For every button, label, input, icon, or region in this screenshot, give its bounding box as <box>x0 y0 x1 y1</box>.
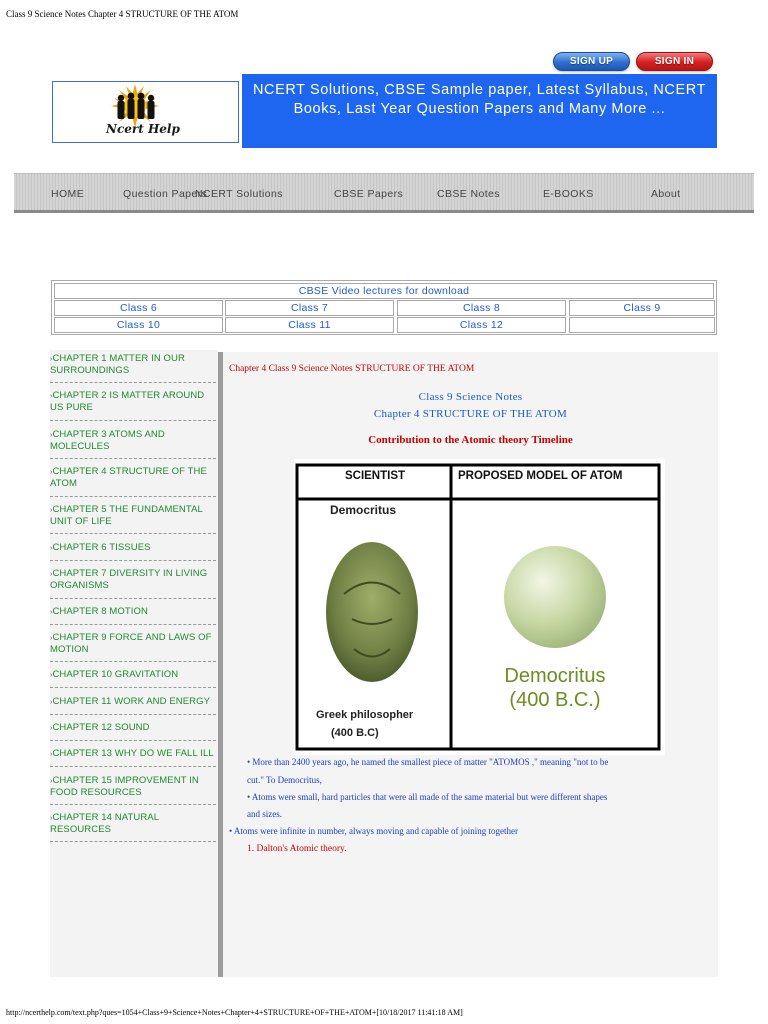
sidebar-separator <box>50 740 216 741</box>
nav-question-papers[interactable]: Question Papers <box>123 188 208 200</box>
sidebar-item-label: CHAPTER 9 FORCE AND LAWS OF MOTION <box>50 632 212 655</box>
print-page-url: http://ncerthelp.com/text.php?ques=1054+Class+9+Science+Notes+Chapter+4+STRUCTURE+OF+THE+ATOM+[10/18/2017 11:41:18 AM] <box>6 1008 463 1017</box>
bullet-democritus-2b: and sizes. <box>247 809 282 819</box>
bullet-democritus-1a: • More than 2400 years ago, he named the smallest piece of matter "ATOMOS ," meaning "not to be <box>247 757 609 767</box>
class-6-link[interactable]: Class 6 <box>54 300 223 316</box>
scientist-name: Democritus <box>330 503 397 517</box>
bullet-arrow-icon: › <box>50 815 53 822</box>
sidebar-separator <box>50 533 216 534</box>
scientist-caption-line-1: Greek philosopher <box>316 709 414 721</box>
bullet-arrow-icon: › <box>50 751 53 758</box>
content-chapter-title: Chapter 4 STRUCTURE OF THE ATOM <box>373 408 568 420</box>
logo-wordmark: Ncert Help <box>106 122 180 136</box>
nav-home[interactable]: HOME <box>51 188 85 200</box>
atomic-model-figure <box>294 459 665 755</box>
class-12-link[interactable]: Class 12 <box>397 317 566 333</box>
bullet-arrow-icon: › <box>50 672 53 679</box>
sidebar-separator <box>50 804 216 805</box>
bullet-arrow-icon: › <box>50 725 53 732</box>
sidebar-item-chapter-4[interactable] <box>50 466 216 489</box>
bullet-arrow-icon: › <box>50 545 53 552</box>
sidebar-item-chapter-13[interactable] <box>50 748 216 760</box>
video-lectures-table <box>51 280 717 335</box>
header-banner: NCERT Solutions, CBSE Sample paper, Latest Syllabus, NCERT Books, Last Year Question Papers and Many More ... <box>242 74 717 148</box>
sidebar-item-chapter-1[interactable] <box>50 353 216 376</box>
nav-about[interactable]: About <box>651 188 681 200</box>
sidebar-item-label: CHAPTER 10 GRAVITATION <box>52 669 179 680</box>
sidebar-item-chapter-8[interactable] <box>50 606 216 618</box>
class-11-link[interactable]: Class 11 <box>225 317 394 333</box>
sidebar-item-label: CHAPTER 1 MATTER IN OUR SURROUNDINGS <box>50 353 185 376</box>
nav-cbse-papers[interactable]: CBSE Papers <box>334 188 404 200</box>
atom-sphere-image <box>504 546 606 648</box>
bullet-arrow-icon: › <box>50 393 53 400</box>
sidebar-item-label: CHAPTER 2 IS MATTER AROUND US PURE <box>50 390 205 413</box>
class-8-link[interactable]: Class 8 <box>397 300 566 316</box>
content-heading: Chapter 4 Class 9 Science Notes STRUCTURE OF THE ATOM <box>229 364 475 374</box>
model-name: Democritus <box>504 665 606 687</box>
sidebar-separator <box>50 661 216 662</box>
sidebar-separator <box>50 420 216 421</box>
sidebar-item-chapter-11[interactable] <box>50 696 216 708</box>
bullet-arrow-icon: › <box>50 507 53 514</box>
sidebar-item-label: CHAPTER 8 MOTION <box>52 606 148 617</box>
video-lectures-header[interactable]: CBSE Video lectures for download <box>54 283 714 299</box>
sidebar-separator <box>50 560 216 561</box>
sidebar-separator <box>50 382 216 383</box>
site-logo[interactable] <box>52 81 239 143</box>
sidebar-item-chapter-3[interactable] <box>50 429 216 452</box>
sidebar-item-label: CHAPTER 11 WORK AND ENERGY <box>52 696 211 707</box>
bullet-arrow-icon: › <box>50 469 53 476</box>
bullet-arrow-icon: › <box>50 432 53 439</box>
bullet-democritus-1b: cut." To Democritus, <box>247 775 322 785</box>
sidebar-item-chapter-2[interactable] <box>50 390 216 413</box>
scientist-column-header: SCIENTIST <box>344 470 406 482</box>
sidebar-item-chapter-15[interactable] <box>50 775 216 798</box>
sidebar-item-label: CHAPTER 4 STRUCTURE OF THE ATOM <box>50 466 207 489</box>
sidebar-item-label: CHAPTER 7 DIVERSITY IN LIVING ORGANISMS <box>50 568 208 591</box>
sidebar-separator <box>50 766 216 767</box>
sidebar-item-label: CHAPTER 15 IMPROVEMENT IN FOOD RESOURCES <box>50 775 199 798</box>
class-7-link[interactable]: Class 7 <box>225 300 394 316</box>
sidebar-separator <box>50 458 216 459</box>
sidebar-item-chapter-7[interactable] <box>50 568 216 591</box>
section-title: Contribution to the Atomic theory Timeline <box>368 434 573 446</box>
class-10-link[interactable]: Class 10 <box>54 317 223 333</box>
bullet-arrow-icon: › <box>50 635 53 642</box>
bullet-democritus-2a: • Atoms were small, hard particles that were all made of the same material but were different shapes <box>247 792 608 802</box>
model-column-header: PROPOSED MODEL OF ATOM <box>458 470 623 482</box>
empty-cell <box>569 317 715 333</box>
sidebar-item-chapter-10[interactable] <box>50 669 216 681</box>
sidebar-item-label: CHAPTER 5 THE FUNDAMENTAL UNIT OF LIFE <box>50 504 203 527</box>
bullet-arrow-icon: › <box>50 778 53 785</box>
sidebar-item-label: CHAPTER 12 SOUND <box>52 722 150 733</box>
sidebar-separator <box>50 714 216 715</box>
sidebar-separator <box>50 841 216 842</box>
sidebar-item-chapter-14[interactable] <box>50 812 216 835</box>
sidebar-item-chapter-9[interactable] <box>50 632 216 655</box>
sidebar-item-label: CHAPTER 3 ATOMS AND MOLECULES <box>50 429 165 452</box>
sidebar-item-label: CHAPTER 6 TISSUES <box>52 542 151 553</box>
nav-e-books[interactable]: E-BOOKS <box>543 188 594 200</box>
democritus-bust-image <box>326 542 418 682</box>
sidebar-item-label: CHAPTER 14 NATURAL RESOURCES <box>50 812 159 835</box>
sign-in-button[interactable]: SIGN IN <box>636 52 713 71</box>
sign-up-button[interactable]: SIGN UP <box>553 52 630 71</box>
model-date: (400 B.C.) <box>509 689 601 711</box>
bullet-arrow-icon: › <box>50 356 53 363</box>
bullet-arrow-icon: › <box>50 699 53 706</box>
sidebar-item-chapter-12[interactable] <box>50 722 216 734</box>
sidebar-item-label: CHAPTER 13 WHY DO WE FALL ILL <box>52 748 214 759</box>
sidebar-separator <box>50 624 216 625</box>
scientist-caption-line-2: (400 B.C) <box>331 727 379 739</box>
main-nav <box>14 173 754 213</box>
bullet-arrow-icon: › <box>50 609 53 616</box>
dalton-theory-item: 1. Dalton's Atomic theory. <box>247 844 347 854</box>
sidebar-item-chapter-6[interactable] <box>50 542 216 554</box>
sidebar-item-chapter-5[interactable] <box>50 504 216 527</box>
bullet-democritus-3: • Atoms were infinite in number, always moving and capable of joining together <box>229 826 518 836</box>
sidebar-separator <box>50 687 216 688</box>
bullet-arrow-icon: › <box>50 571 53 578</box>
print-page-title: Class 9 Science Notes Chapter 4 STRUCTURE OF THE ATOM <box>6 9 239 19</box>
nav-cbse-notes[interactable]: CBSE Notes <box>437 188 500 200</box>
class-9-link[interactable]: Class 9 <box>569 300 715 316</box>
sidebar-separator <box>50 598 216 599</box>
sidebar-separator <box>50 496 216 497</box>
nav-ncert-solutions[interactable]: NCERT Solutions <box>195 188 283 200</box>
content-subheading: Class 9 Science Notes <box>418 391 523 403</box>
